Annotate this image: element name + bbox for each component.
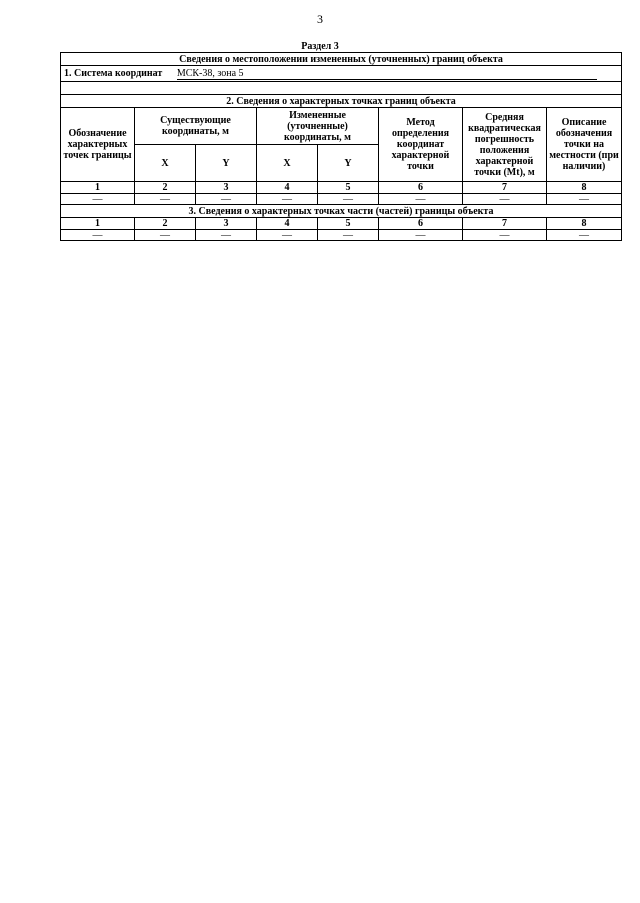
header-existing-y: Y [196,145,257,182]
table-title: Сведения о местоположении измененных (уточненных) границ объекта [61,53,622,66]
empty-cell-dash: — [547,194,622,205]
header-changed-y: Y [318,145,379,182]
empty-cell-dash: — [257,230,318,241]
column-number: 8 [547,218,622,230]
column-number: 5 [318,218,379,230]
column-number: 3 [196,182,257,194]
empty-cell-dash: — [379,194,463,205]
column-number: 8 [547,182,622,194]
column-number: 7 [463,218,547,230]
column-number: 3 [196,218,257,230]
header-method: Метод определения координат характерной точки [379,108,463,182]
blank-row [61,82,622,95]
header-point-designation: Обозначение характерных точек границы [61,108,135,182]
empty-cell-dash: — [135,194,196,205]
column-number: 6 [379,218,463,230]
empty-cell-dash: — [196,230,257,241]
coordinate-system-label: 1. Система координат [64,67,163,79]
column-number: 1 [61,218,135,230]
column-number: 2 [135,218,196,230]
empty-cell-dash: — [379,230,463,241]
empty-cell-dash: — [61,194,135,205]
header-description: Описание обозначения точки на местности (при наличии) [547,108,622,182]
part2-title: 2. Сведения о характерных точках границ объекта [61,95,622,108]
empty-cell-dash: — [463,194,547,205]
page-number: 3 [317,12,323,26]
header-existing-coords: Существующие координаты, м [135,108,257,145]
empty-cell-dash: — [318,230,379,241]
empty-cell-dash: — [196,194,257,205]
section-title: Раздел 3 [301,41,339,52]
column-number: 2 [135,182,196,194]
column-number: 5 [318,182,379,194]
coordinate-system-row [61,66,622,82]
coordinate-system-value: МСК-38, зона 5 [177,68,597,80]
header-mean-error: Средняя квадратическая погрешность положения характерной точки (Mt), м [463,108,547,182]
column-number: 7 [463,182,547,194]
column-number: 6 [379,182,463,194]
column-number: 1 [61,182,135,194]
empty-cell-dash: — [547,230,622,241]
column-number: 4 [257,182,318,194]
column-number: 4 [257,218,318,230]
header-existing-x: X [135,145,196,182]
empty-cell-dash: — [135,230,196,241]
part3-title: 3. Сведения о характерных точках части (частей) границы объекта [61,205,622,218]
boundary-table [60,52,621,241]
empty-cell-dash: — [463,230,547,241]
empty-cell-dash: — [61,230,135,241]
empty-cell-dash: — [318,194,379,205]
header-changed-coords: Измененные (уточненные) координаты, м [257,108,379,145]
empty-cell-dash: — [257,194,318,205]
header-changed-x: X [257,145,318,182]
